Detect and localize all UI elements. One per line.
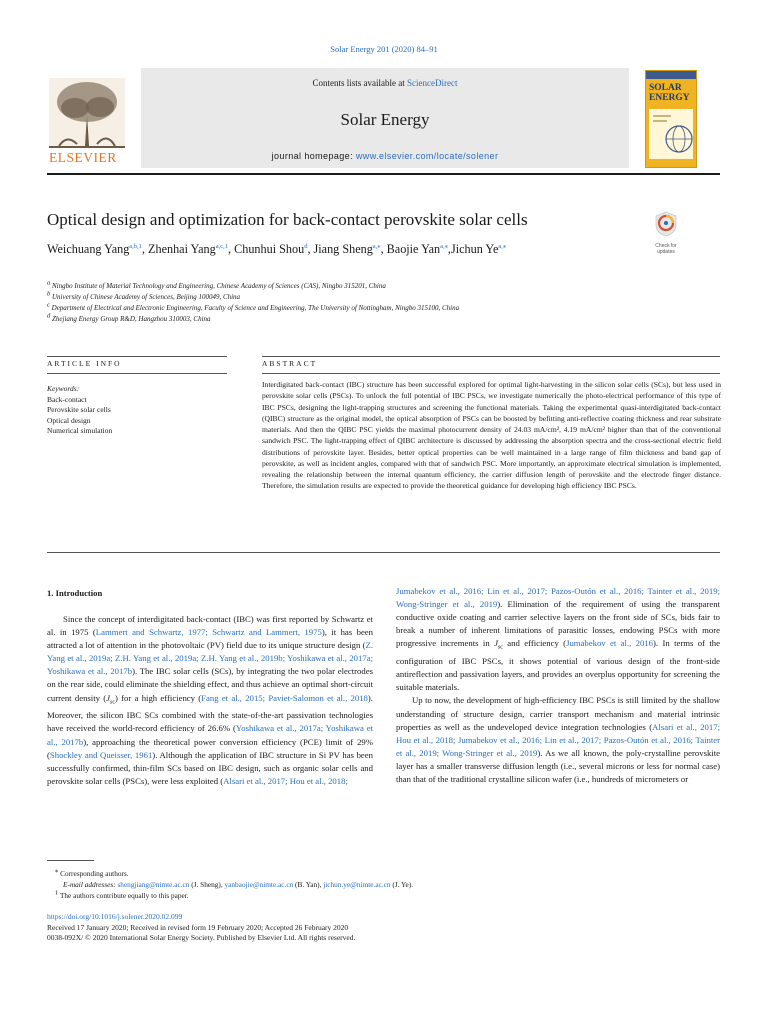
email-label: E-mail addresses:	[63, 880, 116, 889]
corresponding-note: ⁎ Corresponding authors.	[55, 867, 129, 878]
equal-contribution-note: $^1$ The authors contribute equally to this paper.	[55, 889, 189, 900]
keyword-item[interactable]: Back-contact	[47, 394, 87, 404]
cover-title-line2: ENERGY	[649, 93, 690, 103]
journal-title: Solar Energy	[340, 110, 430, 129]
intro-left-column	[47, 613, 373, 788]
received-dates: Received 17 January 2020; Received in revised form 19 February 2020; Accepted 26 February 2020	[47, 922, 349, 932]
homepage-line	[141, 151, 629, 161]
affiliation-line: $^c$ Department of Electrical and Electronic Engineering, Faculty of Science and Engineering, The University of Nottingham, Ningbo 315100, China	[47, 301, 460, 312]
abstract-bottom-rule	[47, 552, 720, 553]
affiliation-line: $^d$ Zhejiang Energy Group R&D, Hangzhou 310003, China	[47, 312, 211, 323]
citation-link[interactable]: Jumabekov et al., 2016	[566, 638, 654, 649]
contents-line	[141, 78, 629, 88]
subscript: sc	[497, 645, 503, 652]
author-name[interactable]: Chunhui Shou	[234, 242, 305, 256]
masthead-rule	[47, 173, 720, 175]
jsc-symbol: J	[106, 692, 110, 703]
author-affiliation-marker[interactable]: a,⁎	[498, 242, 507, 250]
doi-link[interactable]: https://doi.org/10.1016/j.solener.2020.02.099	[47, 912, 183, 921]
author-affiliation-marker[interactable]: a,⁎	[372, 242, 381, 250]
email-link[interactable]: jichun.ye@nimte.ac.cn	[323, 880, 391, 889]
journal-banner	[141, 68, 629, 168]
article-info-heading: ARTICLE INFO	[47, 359, 122, 368]
affiliation-line: $^b$ University of Chinese Academy of Sciences, Beijing 100049, China	[47, 290, 241, 301]
email-link[interactable]: yanbaojie@nimte.ac.cn	[224, 880, 294, 889]
author-name[interactable]: Zhenhai Yang	[148, 242, 216, 256]
sciencedirect-link[interactable]: ScienceDirect	[407, 78, 458, 88]
cover-top-band	[646, 71, 696, 79]
check-updates-label: Check for updates	[655, 243, 677, 255]
copyright: 0038-092X/ © 2020 International Solar Energy Society. Published by Elsevier Ltd. All rights reserved.	[47, 933, 356, 942]
globe-icon	[649, 109, 693, 159]
citation-link[interactable]: Z. Yang et al., 2019a; Z.H. Yang et al., 2019a; Z.H. Yang et al., 2019b; Yoshikawa et al., 2017a; Yoshikawa et al., 2017b	[47, 640, 373, 677]
author-name[interactable]: Jiang Sheng	[313, 242, 373, 256]
abstract-text: Interdigitated back-contact (IBC) structure has been successful explored for optimal light-harvesting in the silicon solar cells (SCs), but less used in perovskite solar cells (PSCs). To unlock the full potential of IBC PSCs, we investigate numerically the photo-electrical performance of this type of IBC PSCs, designing the light-trapping structures and screening the functional materials. Taking the experimental quasi-interdigitated back-contact (QIBC) structure as the original model, the optical absorption of PSCs can be boosted by befitting anti-reflective coating thickness and rear substrate materials. And then the QIBC PSC yields the maximal photocurrent density of 24.03 mA/cm², 4.19 mA/cm² higher than that of the conventional sandwich PSC. The light-trapping effect of QIBC architecture is discussed by addressing the absorption spectra and the cross-sectional electric field distributions of perovskite layer. Besides, better optical properties can be well maintained in a large range of film thickness and band gap of perovskite, as well as incident angles, compared with that of sandwich PSC. More importantly, an approximate electrical simulation is implemented, revealing the relationship between the internal quantum efficiency, the carrier diffusion length of perovskite and the electrode finger distance. Therefore, the simulation results are expected to provide the theoretical guidance for developing high efficiency IBC PSCs.	[262, 380, 721, 491]
intro-paragraph: Up to now, the development of high-efficiency IBC PSCs is still limited by the shallow understanding of structure design, carrier transport mechanism and material intrinsic properties as well as the undeveloped device integration technologies (Alsari et al., 2017; Hou et al., 2018; Jumabekov et al., 2016; Lin et al., 2017; Pazos-Outón et al., 2016; Tainter et al., 2019; Wong-Stringer et al., 2019). As we all known, the poly-crystalline perovskite layer has a smaller transverse diffusion length (i.e., several microns or less for normal case) than that of the traditional crystalline silicon wafer (i.e., hundreds of micrometers or	[396, 695, 720, 785]
footnotes	[55, 868, 413, 901]
affiliations	[47, 281, 687, 325]
email-list: shengjiang@nimte.ac.cn (J. Sheng), yanbaojie@nimte.ac.cn (B. Yan), jichun.ye@nimte.ac.cn (J. Ye).	[117, 880, 414, 889]
keyword-item[interactable]: Optical design	[47, 415, 91, 425]
corresponding-text: Corresponding authors.	[60, 869, 129, 878]
author-affiliation-marker[interactable]: a,b,1	[129, 242, 142, 250]
author-affiliation-marker[interactable]: a,c,1	[215, 242, 229, 250]
intro-paragraph: Since the concept of interdigitated back-contact (IBC) was first reported by Schwartz et al. in 1975 (Lammert and Schwartz, 1977; Schwartz and Lammert, 1975), it has been attracted a lot of attention in the photovoltaic (PV) field due to its unique structure design (Z. Yang et al., 2019a; Z.H. Yang et al., 2019a; Z.H. Yang et al., 2019b; Yoshikawa et al., 2017a; Yoshikawa et al., 2017b). The IBC solar cells (SCs), by integrating the two polar electrodes on the rear side, could eliminate the shielding effect, and thus achieve an optimal short-circuit current density $(J_{sc})$ for a high efficiency (Fang et al., 2015; Paviet-Salomon et al., 2018). Moreover, the silicon IBC SCs combined with the state-of-the-art passivation technologies have received the world-record efficiency of 26.6% (Yoshikawa et al., 2017a; Yoshikawa et al., 2017b), approaching the theoretical power conversion efficiency (PCE) limit of 29% (Shockley and Queisser, 1961). Although the application of IBC structure in Si PV has been successfully confirmed, thin-film SCs based on IBC design, such as organic solar cells and perovskite solar cells (PSCs), were less exploited (Alsari et al., 2017; Hou et al., 2018;	[47, 614, 374, 786]
journal-cover-thumbnail[interactable]	[645, 70, 697, 168]
intro-paragraph: Jumabekov et al., 2016; Lin et al., 2017; Pazos-Outón et al., 2016; Tainter et al., 2019; Wong-Stringer et al., 2019). Elimination of the requirement of using the transparent conductive oxide coating and carrier selective layers on the front side of SCs, bids fair to break a number of inherent limitations of parasitic losses, endowing PSCs with more progressive increments in $J_{sc}$ and efficiency (Jumabekov et al., 2016). In terms of the configuration of IBC PSCs, it shows potential of various design of the front-side antireflection and passivation layers, and provides an overplus opportunity for screening the suitable materials.	[396, 586, 720, 693]
masthead	[47, 68, 720, 168]
jsc-symbol: J	[494, 638, 498, 649]
equal-text: The authors contribute equally to this paper.	[59, 891, 189, 900]
cover-title-line1: SOLAR	[649, 83, 682, 93]
affiliation-line: $^a$ Ningbo Institute of Material Technology and Engineering, Chinese Academy of Sciences (CAS), Ningbo 315201, China	[47, 279, 386, 290]
citation-link[interactable]: Shockley and Queisser, 1961	[49, 749, 153, 760]
elsevier-wordmark[interactable]: ELSEVIER	[49, 150, 117, 165]
cover-title	[649, 83, 690, 103]
keyword-item[interactable]: Numerical simulation	[47, 426, 113, 435]
author-affiliation-marker[interactable]: d	[304, 242, 308, 250]
citation-link[interactable]: Yoshikawa et al., 2017a; Yoshikawa et al., 2017b	[47, 723, 374, 747]
homepage-link[interactable]: www.elsevier.com/locate/solener	[355, 151, 499, 161]
intro-right-column	[396, 585, 720, 786]
citation-link[interactable]: Lammert and Schwartz, 1977; Schwartz and Lammert, 1975	[95, 627, 322, 638]
article-info-rule	[47, 356, 227, 357]
citation-link[interactable]: Jumabekov et al., 2016; Lin et al., 2017; Pazos-Outón et al., 2016; Tainter et al., 2019; Wong-Stringer et al., 2019	[396, 586, 720, 610]
author-name[interactable]: Baojie Yan	[386, 242, 441, 256]
cover-image-panel	[649, 109, 693, 159]
abstract-rule	[262, 356, 720, 357]
intro-heading: 1. Introduction	[47, 588, 103, 598]
homepage-prefix: journal homepage:	[271, 151, 356, 161]
keywords-label: Keywords:	[47, 384, 80, 393]
author-name[interactable]: Jichun Ye	[450, 242, 499, 256]
article-info-subrule	[47, 373, 227, 374]
keywords-block	[47, 384, 227, 437]
citation-link[interactable]: Alsari et al., 2017; Hou et al., 2018;	[223, 775, 348, 786]
abstract-subrule	[262, 373, 720, 374]
author-affiliation-marker[interactable]: a,⁎	[440, 242, 448, 250]
email-note	[55, 879, 413, 890]
article-footer	[47, 912, 355, 944]
article-title: Optical design and optimization for back-contact perovskite solar cells	[47, 210, 528, 229]
subscript: sc	[110, 699, 115, 706]
check-for-updates-button[interactable]	[648, 211, 684, 255]
author-list: Weichuang Yang$^{a,b,1}$, Zhenhai Yang$^{a,c,1}$, Chunhui Shou$^d$, Jiang Sheng$^{a,⁎}$, Baojie Yan$^{a,⁎}$,Jichun $Ye^{a,⁎}$	[47, 242, 507, 256]
journal-reference[interactable]: Solar Energy 201 (2020) 84–91	[330, 44, 438, 54]
contents-prefix: Contents lists available at	[312, 78, 407, 88]
keyword-item[interactable]: Perovskite solar cells	[47, 405, 111, 414]
email-link[interactable]: shengjiang@nimte.ac.cn	[117, 880, 190, 889]
citation-link[interactable]: Alsari et al., 2017; Hou et al., 2018; Jumabekov et al., 2016; Lin et al., 2017; Pazos-Outón et al., 2016; Tainter et al., 2019; Wong-Stringer et al., 2019	[396, 721, 720, 758]
author-name[interactable]: Weichuang Yang	[47, 242, 130, 256]
citation-link[interactable]: Fang et al., 2015; Paviet-Salomon et al., 2018	[201, 692, 368, 703]
check-updates-icon	[654, 211, 678, 237]
footnote-rule	[47, 860, 94, 861]
abstract-heading: ABSTRACT	[262, 359, 318, 368]
